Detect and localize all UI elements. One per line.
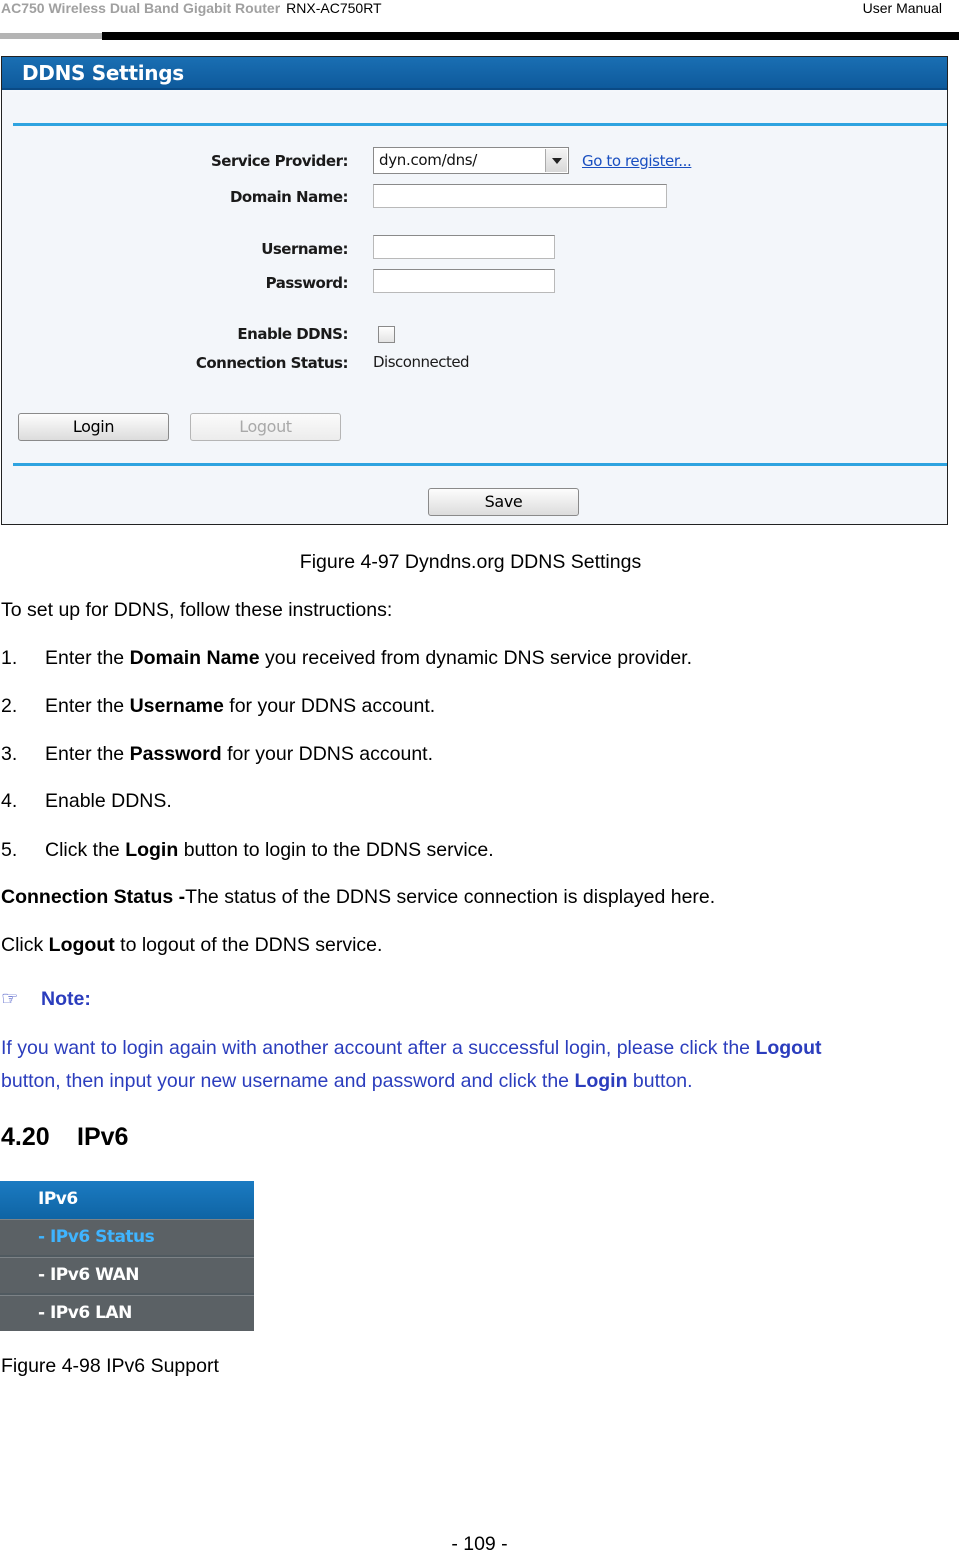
list-item: 3. Enter the Password for your DDNS account. <box>1 743 434 765</box>
list-item: 4. Enable DDNS. <box>1 790 172 812</box>
page-number: - 109 - <box>451 1533 508 1553</box>
go-to-register-link[interactable]: Go to register... <box>582 152 692 170</box>
login-button[interactable]: Login <box>18 413 169 441</box>
header-doc-type: User Manual <box>862 0 942 16</box>
divider-bottom <box>13 463 947 466</box>
logout-paragraph: Click Logout to logout of the DDNS service. <box>1 934 383 956</box>
domain-name-field[interactable] <box>373 184 667 208</box>
header-model: RNX-AC750RT <box>286 0 382 16</box>
figure-caption: Figure 4-97 Dyndns.org DDNS Settings <box>299 551 642 573</box>
figure-caption: Figure 4-98 IPv6 Support <box>1 1355 219 1377</box>
menu-item-ipv6-status[interactable]: - IPv6 Status <box>0 1219 254 1255</box>
note-line: button, then input your new username and password and click the Login button. <box>1 1070 693 1092</box>
domain-name-label: Domain Name: <box>229 188 348 206</box>
enable-ddns-label: Enable DDNS: <box>237 325 348 343</box>
intro-text: To set up for DDNS, follow these instructions: <box>1 599 393 621</box>
header-product: AC750 Wireless Dual Band Gigabit Router <box>1 0 281 16</box>
note-heading: ☞ Note: <box>1 988 91 1010</box>
connection-status-label: Connection Status: <box>195 354 348 372</box>
list-item: 1. Enter the Domain Name you received from dynamic DNS service provider. <box>1 647 693 669</box>
save-button[interactable]: Save <box>428 488 579 516</box>
panel-title-bar <box>2 57 947 90</box>
section-heading: 4.20 IPv6 <box>1 1123 129 1151</box>
service-provider-select[interactable] <box>373 147 569 174</box>
pointing-hand-icon: ☞ <box>1 988 19 1010</box>
logout-button[interactable]: Logout <box>190 413 341 441</box>
list-item: 5. Click the Login button to login to the DDNS service. <box>1 839 494 861</box>
list-item: 2. Enter the Username for your DDNS account. <box>1 695 436 717</box>
running-header <box>1 0 382 16</box>
panel-title: DDNS Settings <box>22 61 184 85</box>
header-rule-black <box>102 32 959 40</box>
enable-ddns-checkbox[interactable] <box>378 326 395 343</box>
divider-top <box>13 123 947 126</box>
header-rule-grey <box>0 33 102 39</box>
password-label: Password: <box>265 274 348 292</box>
service-provider-value: dyn.com/dns/ <box>379 151 478 169</box>
connection-status-value: Disconnected <box>373 353 470 371</box>
menu-item-ipv6-wan[interactable]: - IPv6 WAN <box>0 1257 254 1293</box>
ddns-settings-panel <box>1 56 948 525</box>
connection-status-paragraph: Connection Status -The status of the DDNS service connection is displayed here. <box>1 886 716 908</box>
password-field[interactable] <box>373 269 555 293</box>
chevron-down-icon[interactable] <box>545 149 567 172</box>
menu-item-ipv6-lan[interactable]: - IPv6 LAN <box>0 1295 254 1331</box>
username-label: Username: <box>261 240 348 258</box>
username-field[interactable] <box>373 235 555 259</box>
menu-item-ipv6[interactable]: IPv6 <box>0 1181 254 1219</box>
ipv6-menu <box>0 1181 254 1331</box>
note-line: If you want to login again with another account after a successful login, please click the Logout <box>1 1037 822 1059</box>
service-provider-label: Service Provider: <box>210 152 348 170</box>
